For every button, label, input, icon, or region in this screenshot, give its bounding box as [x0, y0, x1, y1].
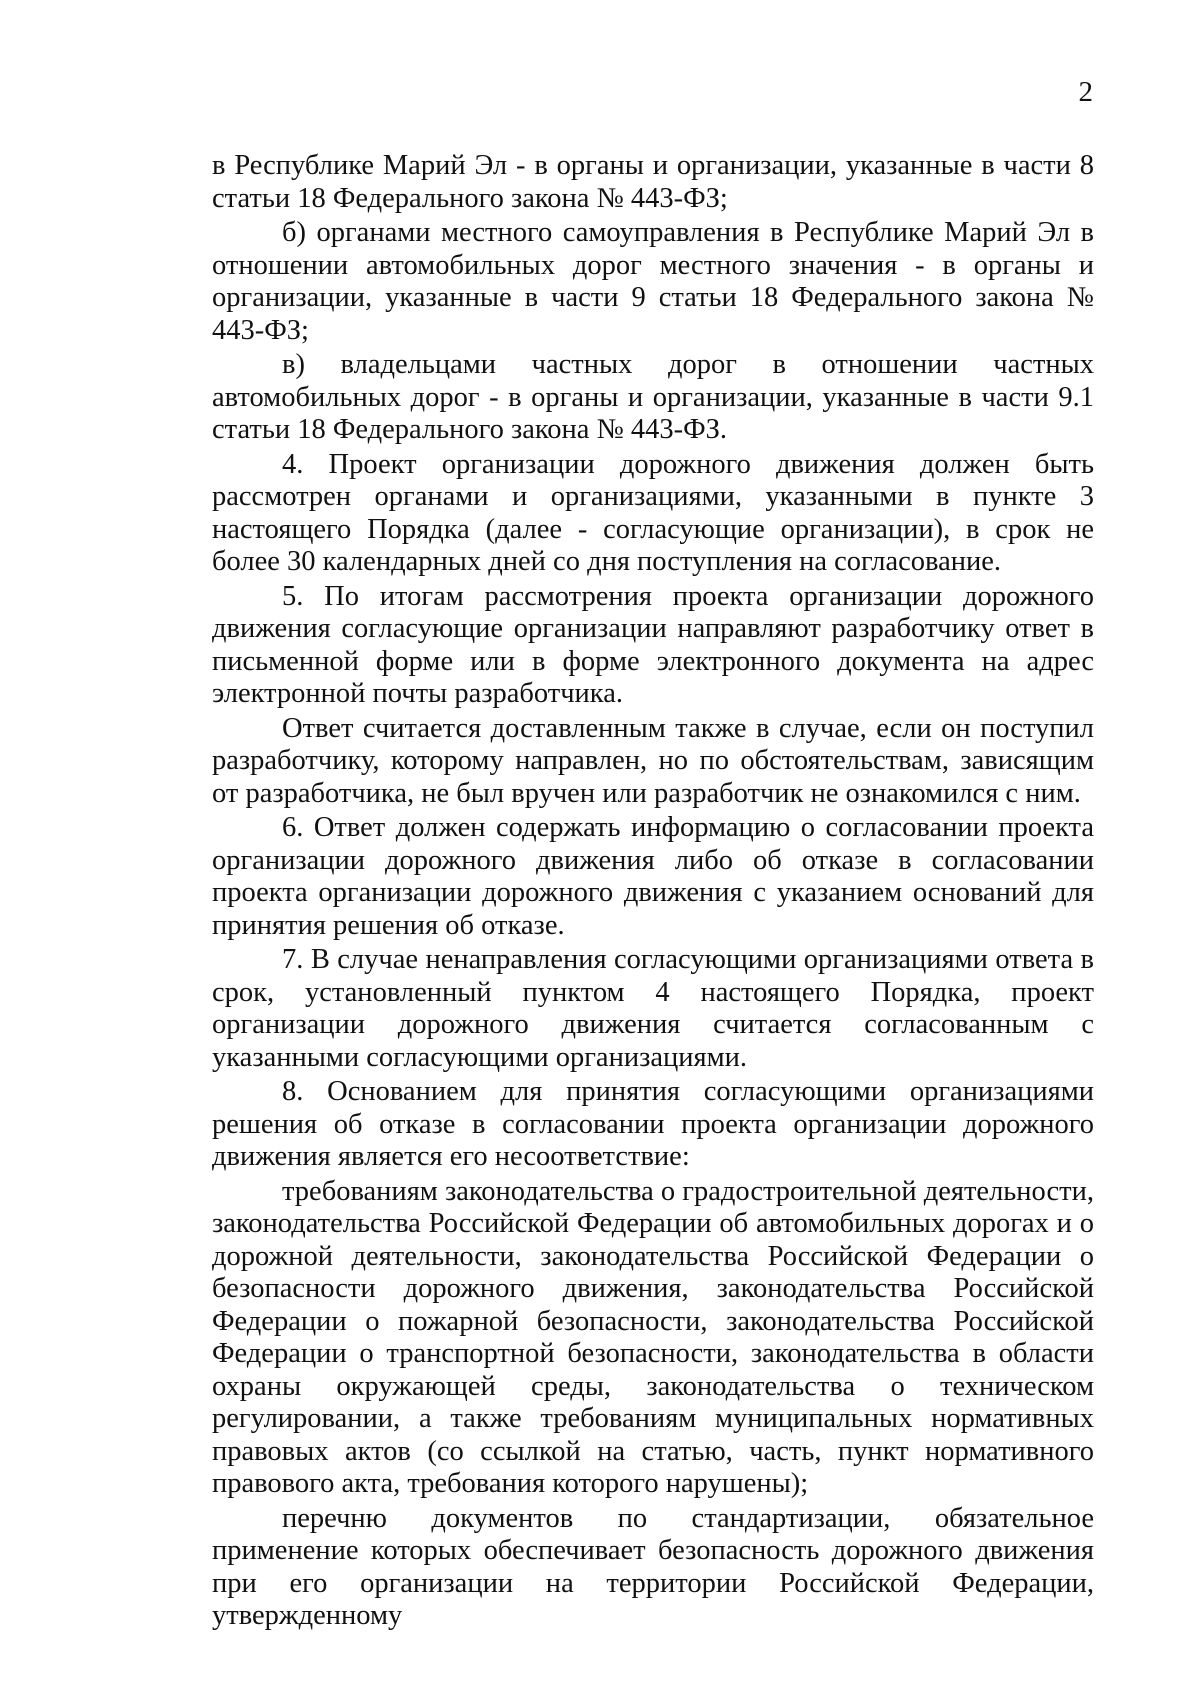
paragraph: 5. По итогам рассмотрения проекта организации дорожного движения согласующие организации направляют разработчику ответ в письменной форме или в форме электронного документа на адрес электронной почты разработчика. [212, 580, 1094, 709]
document-body [212, 150, 1094, 1635]
paragraph: б) органами местного самоуправления в Республике Марий Эл в отношении автомобильных дорог местного значения - в органы и организации, указанные в части 9 статьи 18 Федерального закона № 443-ФЗ; [212, 217, 1094, 346]
paragraph: в) владельцами частных дорог в отношении частных автомобильных дорог - в органы и организации, указанные в части 9.1 статьи 18 Федерального закона № 443-ФЗ. [212, 349, 1094, 445]
paragraph: Ответ считается доставленным также в случае, если он поступил разработчику, которому направлен, но по обстоятельствам, зависящим от разработчика, не был вручен или разработчик не ознакомился с ним. [212, 712, 1094, 809]
paragraph: перечню документов по стандартизации, обязательное применение которых обеспечивает безопасность дорожного движения при его организации на территории Российской Федерации, утвержденному [212, 1502, 1094, 1631]
paragraph: в Республике Марий Эл - в органы и организации, указанные в части 8 статьи 18 Федерального закона № 443-ФЗ; [212, 150, 1094, 214]
paragraph: 6. Ответ должен содержать информацию о согласовании проекта организации дорожного движения либо об отказе в согласовании проекта организации дорожного движения с указанием оснований для принятия решения об отказе. [212, 812, 1094, 941]
paragraph: 8. Основанием для принятия согласующими организациями решения об отказе в согласовании проекта организации дорожного движения является его несоответствие: [212, 1076, 1094, 1172]
paragraph: 4. Проект организации дорожного движения должен быть рассмотрен органами и организациями, указанными в пункте 3 настоящего Порядка (далее - согласующие организации), в срок не более 30 календарных дней со дня поступления на согласование. [212, 448, 1094, 577]
paragraph: 7. В случае ненаправления согласующими организациями ответа в срок, установленный пунктом 4 настоящего Порядка, проект организации дорожного движения считается согласованным с указанными согласующими организациями. [212, 944, 1094, 1073]
paragraph: требованиям законодательства о градостроительной деятельности, законодательства Российской Федерации об автомобильных дорогах и о дорожной деятельности, законодательства Российской Федерации о безопасности дорожного движения, законодательства Российской Федерации о пожарной безопасности, законодательства Российской Федерации о транспортной безопасности, законодательства в области охраны окружающей среды, законодательства о техническом регулировании, а также требованиям муниципальных нормативных правовых актов (со ссылкой на статью, часть, пункт нормативного правового акта, требования которого нарушены); [212, 1175, 1094, 1499]
page-number: 2 [1078, 76, 1093, 108]
